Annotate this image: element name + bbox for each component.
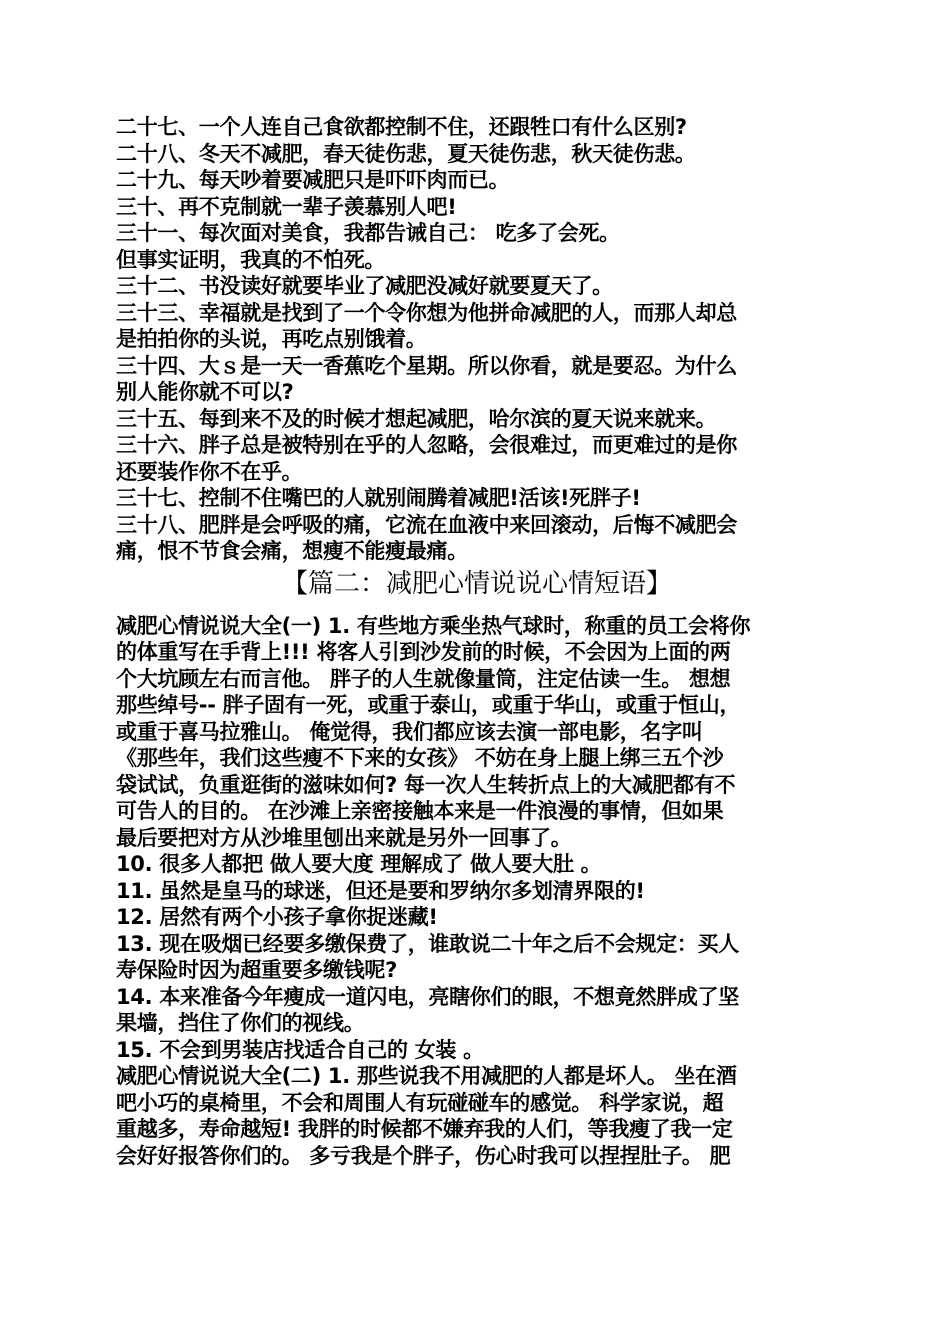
text-line: 15. 不会到男装店找适合自己的 女装 。 [116,1037,484,1062]
text-line: 10. 很多人都把 做人要大度 理解成了 做人要大肚 。 [116,852,602,876]
text-line: 三十七、控制不住嘴巴的人就别闹腾着减肥!活该!死胖子! [116,486,641,510]
text-line: 三十、再不克制就一辈子羡慕别人吧! [116,194,457,219]
text-line: 但事实证明，我真的不怕死。 [116,247,386,272]
text-line: 二十九、每天吵着要减肥只是吓吓肉而已。 [116,168,510,192]
section-title: 【篇二：减肥心情说说心情短语】 [281,568,672,599]
text-line: 11. 虽然是皇马的球迷，但还是要和罗纳尔多划清界限的! [116,878,645,903]
text-line: 三十四、大ｓ是一天一香蕉吃个星期。所以你看，就是要忍。为什么 [116,353,737,378]
text-line: 三十六、胖子总是被特别在乎的人忽略，会很难过，而更难过的是你 [116,433,737,457]
text-line: 寿保险时因为超重要多缴钱呢? [116,958,397,982]
part2-list [116,613,838,1170]
text-line: 二十八、冬天不减肥，春天徒伤悲，夏天徒伤悲，秋天徒伤悲。 [116,141,696,166]
text-line: 减肥心情说说大全(二) 1. 那些说我不用减肥的人都是坏人。 坐在酒 [116,1064,737,1088]
text-line: 最后要把对方从沙堆里刨出来就是另外一回事了。 [116,825,572,850]
text-line: 那些绰号-- 胖子固有一死，或重于泰山，或重于华山，或重于恒山， [116,693,741,717]
text-line: 袋试试，负重逛街的滋味如何? 每一次人生转折点上的大减肥都有不 [116,772,736,797]
text-line: 会好好报答你们的。 多亏我是个胖子，伤心时我可以捏捏肚子。 肥 [116,1143,731,1168]
text-line: 14. 本来准备今年瘦成一道闪电，亮瞎你们的眼，不想竟然胖成了坚 [116,984,739,1009]
text-line: 减肥心情说说大全(一) 1. 有些地方乘坐热气球时，称重的员工会将你 [116,613,751,638]
text-line: 13. 现在吸烟已经要多缴保费了，谁敢说二十年之后不会规定：买人 [116,931,739,956]
text-line: 果墙，挡住了你们的视线。 [116,1011,365,1035]
text-line: 别人能你就不可以? [116,380,294,404]
text-line: 还要装作你不在乎。 [116,459,303,484]
text-line: 痛，恨不节食会痛，想瘦不能瘦最痛。 [116,539,468,563]
text-line: 12. 居然有两个小孩子拿你捉迷藏! [116,905,438,929]
text-line: 或重于喜马拉雅山。 俺觉得，我们都应该去演一部电影，名字叫 [116,719,703,744]
text-line: 三十五、每到来不及的时候才想起减肥，哈尔滨的夏天说来就来。 [116,406,717,431]
text-line: 二十七、一个人连自己食欲都控制不住，还跟牲口有什么区别? [116,115,687,139]
text-line: 可告人的目的。 在沙滩上亲密接触本来是一件浪漫的事情，但如果 [116,799,724,823]
text-line: 是拍拍你的头说，再吃点别饿着。 [116,327,427,351]
text-line: 的体重写在手背上!!! 将客人引到沙发前的时候，不会因为上面的两 [116,640,731,664]
text-line: 三十三、幸福就是找到了一个令你想为他拼命减肥的人，而那人却总 [116,300,737,325]
text-line: 三十一、每次面对美食，我都告诫自己： 吃多了会死。 [116,221,620,245]
text-line: 三十八、肥胖是会呼吸的痛，它流在血液中来回滚动，后悔不减肥会 [116,512,737,537]
text-line: 重越多，寿命越短! 我胖的时候都不嫌弃我的人们，等我瘦了我一定 [116,1117,733,1141]
part1-list [116,114,838,565]
document-page [116,114,838,1169]
text-line: 《那些年，我们这些瘦不下来的女孩》 不妨在身上腿上绑三五个沙 [116,746,724,770]
text-line: 吧小巧的桌椅里，不会和周围人有玩碰碰车的感觉。 科学家说，超 [116,1090,724,1115]
text-line: 个大坑顾左右而言他。 胖子的人生就像量筒，注定估读一生。 想想 [116,666,731,691]
text-line: 三十二、书没读好就要毕业了减肥没减好就要夏天了。 [116,274,613,298]
